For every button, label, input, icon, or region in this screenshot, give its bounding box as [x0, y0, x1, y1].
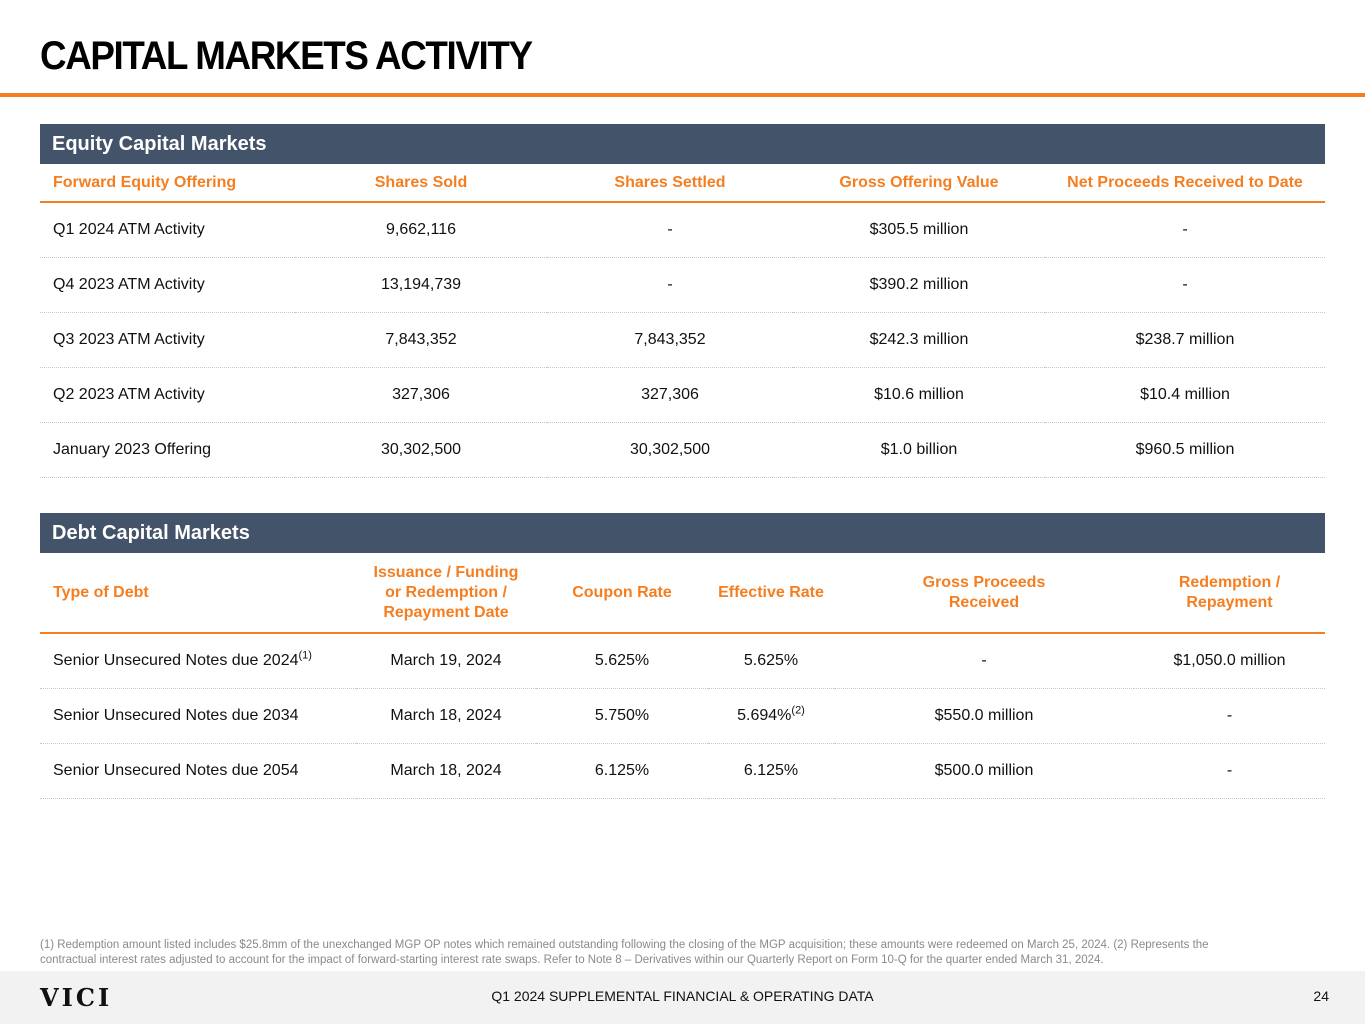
- equity-table: [40, 164, 1325, 478]
- table-row: [40, 633, 1325, 688]
- coupon-rate: 5.750%: [536, 688, 708, 743]
- column-header-coupon-rate: Coupon Rate: [536, 553, 708, 633]
- debt-type-label: Senior Unsecured Notes due 2034: [53, 706, 299, 724]
- shares-settled: 30,302,500: [547, 422, 793, 477]
- redemption-amount: -: [1134, 743, 1325, 798]
- column-header-forward-equity-offering: Forward Equity Offering: [40, 164, 295, 202]
- debt-table: [40, 553, 1325, 799]
- footnote-ref: (1): [298, 649, 312, 662]
- column-header-gross-proceeds: [834, 553, 1134, 633]
- effective-rate-value: 5.625%: [743, 651, 799, 669]
- table-row: [40, 257, 1325, 312]
- shares-sold: 9,662,116: [295, 202, 547, 257]
- effective-rate: [708, 633, 834, 688]
- net-proceeds: $10.4 million: [1045, 367, 1325, 422]
- debt-date: March 19, 2024: [356, 633, 536, 688]
- shares-sold: 327,306: [295, 367, 547, 422]
- debt-type-label: Senior Unsecured Notes due 2024: [53, 651, 299, 669]
- table-row: [40, 688, 1325, 743]
- footnote-line: contractual interest rates adjusted to account for the impact of forward-starting interest rate swaps. Refer to Note 8 – Derivatives within our Quarterly Report on Form 10-Q for the quarter ended March 31, 2024.: [40, 954, 1104, 966]
- header-line: Gross Proceeds: [922, 573, 1046, 591]
- table-row: [40, 367, 1325, 422]
- shares-sold: 13,194,739: [295, 257, 547, 312]
- footnote-line: (1) Redemption amount listed includes $25.8mm of the unexchanged MGP OP notes which remained outstanding following the closing of the MGP acquisition; these amounts were redeemed on March 25, 2024. (2) Represents the: [40, 939, 1209, 951]
- coupon-rate: 5.625%: [536, 633, 708, 688]
- vici-logo: VICI: [40, 983, 113, 1012]
- column-header-date: [356, 553, 536, 633]
- shares-settled: -: [547, 257, 793, 312]
- offering-name: Q4 2023 ATM Activity: [40, 257, 295, 312]
- header-line: or Redemption /: [385, 583, 507, 601]
- equity-section-header: Equity Capital Markets: [40, 124, 1325, 164]
- effective-rate-value: 6.125%: [743, 761, 799, 779]
- offering-name: January 2023 Offering: [40, 422, 295, 477]
- table-row: [40, 422, 1325, 477]
- net-proceeds: -: [1045, 257, 1325, 312]
- debt-date: March 18, 2024: [356, 743, 536, 798]
- table-row: [40, 743, 1325, 798]
- header-line: Issuance / Funding: [373, 563, 519, 581]
- footnote-ref: (2): [791, 704, 805, 717]
- footnote: [40, 938, 1320, 968]
- column-header-redemption: [1134, 553, 1325, 633]
- debt-date: March 18, 2024: [356, 688, 536, 743]
- gross-proceeds: $500.0 million: [834, 743, 1134, 798]
- gross-offering-value: $242.3 million: [793, 312, 1045, 367]
- redemption-amount: -: [1134, 688, 1325, 743]
- debt-type: [40, 743, 356, 798]
- redemption-amount: $1,050.0 million: [1134, 633, 1325, 688]
- equity-header-row: [40, 164, 1325, 202]
- coupon-rate: 6.125%: [536, 743, 708, 798]
- table-row: [40, 202, 1325, 257]
- table-row: [40, 312, 1325, 367]
- gross-offering-value: $10.6 million: [793, 367, 1045, 422]
- debt-section-header: Debt Capital Markets: [40, 513, 1325, 553]
- debt-type: [40, 688, 356, 743]
- column-header-net-proceeds: Net Proceeds Received to Date: [1045, 164, 1325, 202]
- gross-offering-value: $390.2 million: [793, 257, 1045, 312]
- header-line: Repayment Date: [383, 603, 509, 621]
- debt-type: [40, 633, 356, 688]
- offering-name: Q3 2023 ATM Activity: [40, 312, 295, 367]
- header-line: Redemption /: [1178, 573, 1281, 591]
- column-header-shares-settled: Shares Settled: [547, 164, 793, 202]
- offering-name: Q1 2024 ATM Activity: [40, 202, 295, 257]
- shares-settled: 327,306: [547, 367, 793, 422]
- page-number: 24: [1313, 988, 1329, 1004]
- gross-proceeds: $550.0 million: [834, 688, 1134, 743]
- header-line: Received: [948, 593, 1020, 611]
- effective-rate: [708, 743, 834, 798]
- effective-rate: [708, 688, 834, 743]
- page-title: CAPITAL MARKETS ACTIVITY: [40, 34, 532, 78]
- column-header-shares-sold: Shares Sold: [295, 164, 547, 202]
- column-header-effective-rate: Effective Rate: [708, 553, 834, 633]
- shares-settled: 7,843,352: [547, 312, 793, 367]
- column-header-type-of-debt: Type of Debt: [40, 553, 356, 633]
- shares-sold: 7,843,352: [295, 312, 547, 367]
- title-divider: [0, 93, 1365, 97]
- net-proceeds: $960.5 million: [1045, 422, 1325, 477]
- footer-title: Q1 2024 SUPPLEMENTAL FINANCIAL & OPERATING DATA: [491, 988, 874, 1004]
- shares-settled: -: [547, 202, 793, 257]
- gross-proceeds: -: [834, 633, 1134, 688]
- offering-name: Q2 2023 ATM Activity: [40, 367, 295, 422]
- net-proceeds: $238.7 million: [1045, 312, 1325, 367]
- gross-offering-value: $1.0 billion: [793, 422, 1045, 477]
- column-header-gross-offering-value: Gross Offering Value: [793, 164, 1045, 202]
- debt-header-row: [40, 553, 1325, 633]
- page-footer: [0, 971, 1365, 1024]
- effective-rate-value: 5.694%: [737, 706, 792, 724]
- header-line: Repayment: [1186, 593, 1273, 611]
- shares-sold: 30,302,500: [295, 422, 547, 477]
- gross-offering-value: $305.5 million: [793, 202, 1045, 257]
- debt-type-label: Senior Unsecured Notes due 2054: [53, 761, 299, 779]
- net-proceeds: -: [1045, 202, 1325, 257]
